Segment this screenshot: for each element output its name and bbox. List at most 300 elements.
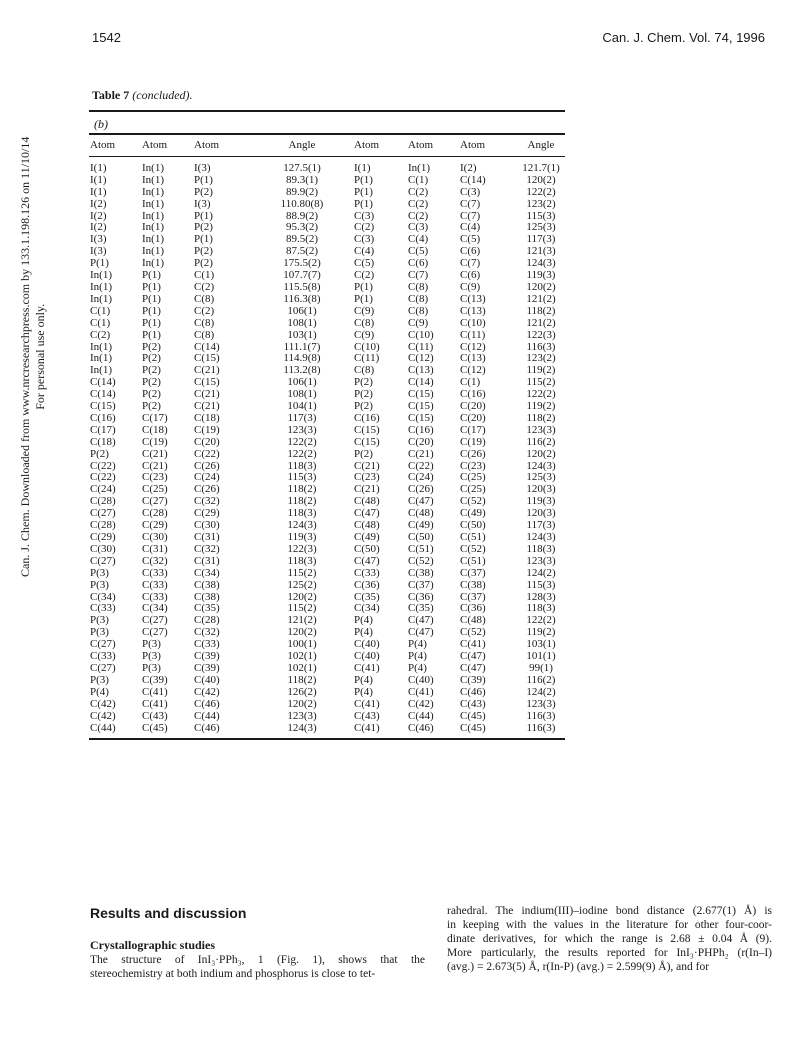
atom-cell: P(2) bbox=[194, 185, 213, 198]
atom-cell: C(48) bbox=[354, 495, 380, 508]
angle-cell: 128(3) bbox=[526, 590, 556, 603]
atom-cell: C(44) bbox=[194, 709, 220, 722]
angle-cell: 104(1) bbox=[287, 400, 317, 413]
atom-cell: C(2) bbox=[90, 328, 111, 341]
atom-cell: In(1) bbox=[142, 185, 164, 198]
atom-cell: C(3) bbox=[460, 185, 481, 198]
atom-cell: C(52) bbox=[460, 542, 486, 555]
body-line: The structure of InI₃·PPh₃, 1 (Fig. 1), shows that the bbox=[90, 954, 425, 966]
atom-cell: C(49) bbox=[408, 519, 434, 532]
atom-cell: P(1) bbox=[354, 280, 373, 293]
atom-cell: C(40) bbox=[354, 650, 380, 663]
atom-cell: C(48) bbox=[408, 507, 434, 520]
atom-cell: C(15) bbox=[90, 400, 116, 413]
atom-cell: C(43) bbox=[142, 709, 168, 722]
atom-cell: In(1) bbox=[142, 209, 164, 222]
subsection-heading: Crystallographic studies bbox=[90, 938, 216, 952]
atom-cell: C(41) bbox=[354, 721, 380, 734]
atom-cell: C(13) bbox=[408, 364, 434, 377]
atom-cell: C(13) bbox=[460, 292, 486, 305]
atom-cell: I(2) bbox=[90, 197, 107, 210]
atom-cell: C(26) bbox=[194, 483, 220, 496]
body-line: stereochemistry at both indium and phosphorus is close to tet- bbox=[90, 968, 376, 980]
atom-cell: P(3) bbox=[142, 661, 161, 674]
atom-cell: C(10) bbox=[408, 328, 434, 341]
atom-cell: C(47) bbox=[460, 650, 486, 663]
atom-cell: C(23) bbox=[354, 471, 380, 484]
atom-cell: C(47) bbox=[408, 614, 434, 627]
atom-cell: P(2) bbox=[354, 388, 373, 401]
atom-cell: C(28) bbox=[142, 507, 168, 520]
angle-cell: 102(1) bbox=[287, 650, 317, 663]
atom-cell: C(12) bbox=[408, 352, 434, 365]
atom-cell: P(1) bbox=[354, 185, 373, 198]
angle-cell: 119(2) bbox=[526, 364, 556, 377]
atom-cell: P(2) bbox=[354, 447, 373, 460]
atom-cell: C(34) bbox=[194, 566, 220, 579]
angle-cell: 118(3) bbox=[287, 554, 317, 567]
atom-cell: C(42) bbox=[90, 709, 116, 722]
atom-cell: P(2) bbox=[142, 400, 161, 413]
atom-cell: C(18) bbox=[194, 411, 220, 424]
atom-cell: C(2) bbox=[194, 280, 215, 293]
angle-cell: 122(2) bbox=[287, 435, 317, 448]
atom-cell: C(42) bbox=[408, 697, 434, 710]
table-part-label: (b) bbox=[94, 117, 108, 131]
atom-cell: In(1) bbox=[90, 269, 112, 282]
angle-cell: 115(3) bbox=[287, 471, 317, 484]
table-column-header-rule bbox=[89, 156, 565, 157]
atom-cell: C(15) bbox=[354, 435, 380, 448]
atom-cell: I(3) bbox=[90, 245, 107, 258]
table-row bbox=[89, 175, 565, 187]
angle-cell: 115(3) bbox=[526, 578, 556, 591]
atom-cell: C(17) bbox=[142, 411, 168, 424]
atom-cell: C(1) bbox=[194, 269, 215, 282]
angle-cell: 99(1) bbox=[529, 661, 553, 674]
atom-cell: C(2) bbox=[354, 269, 375, 282]
angle-cell: 124(2) bbox=[526, 685, 556, 698]
atom-cell: P(1) bbox=[354, 173, 373, 186]
atom-cell: C(39) bbox=[460, 673, 486, 686]
table-row bbox=[89, 294, 565, 306]
table-caption bbox=[92, 88, 193, 103]
table-row bbox=[89, 306, 565, 318]
angle-cell: 122(2) bbox=[526, 388, 556, 401]
atom-cell: P(2) bbox=[194, 221, 213, 234]
atom-cell: C(19) bbox=[194, 423, 220, 436]
column-header: Atom bbox=[90, 139, 116, 151]
atom-cell: C(38) bbox=[194, 590, 220, 603]
angle-cell: 125(3) bbox=[526, 221, 556, 234]
atom-cell: C(3) bbox=[354, 233, 375, 246]
atom-cell: C(40) bbox=[408, 673, 434, 686]
atom-cell: I(2) bbox=[90, 221, 107, 234]
atom-cell: C(21) bbox=[194, 400, 220, 413]
column-header: Angle bbox=[527, 139, 555, 151]
angle-cell: 122(2) bbox=[526, 185, 556, 198]
table-row bbox=[89, 199, 565, 211]
atom-cell: C(46) bbox=[460, 685, 486, 698]
atom-cell: C(6) bbox=[408, 257, 429, 270]
angle-cell: 115(2) bbox=[287, 602, 317, 615]
angle-cell: 120(2) bbox=[287, 626, 317, 639]
atom-cell: P(1) bbox=[194, 209, 213, 222]
atom-cell: C(7) bbox=[460, 209, 481, 222]
atom-cell: C(33) bbox=[194, 638, 220, 651]
angle-cell: 107.7(7) bbox=[283, 269, 321, 282]
atom-cell: P(1) bbox=[142, 280, 161, 293]
atom-cell: C(28) bbox=[90, 519, 116, 532]
atom-cell: In(1) bbox=[142, 161, 164, 174]
table-caption-note: (concluded). bbox=[132, 88, 193, 102]
atom-cell: C(1) bbox=[460, 376, 481, 389]
table-row bbox=[89, 425, 565, 437]
atom-cell: P(1) bbox=[142, 328, 161, 341]
atom-cell: C(4) bbox=[408, 233, 429, 246]
angle-cell: 119(3) bbox=[526, 269, 556, 282]
atom-cell: C(20) bbox=[408, 435, 434, 448]
angle-cell: 118(2) bbox=[526, 411, 556, 424]
atom-cell: C(36) bbox=[408, 590, 434, 603]
atom-cell: C(16) bbox=[460, 388, 486, 401]
atom-cell: P(4) bbox=[354, 614, 373, 627]
atom-cell: C(39) bbox=[194, 650, 220, 663]
atom-cell: C(33) bbox=[142, 566, 168, 579]
atom-cell: C(21) bbox=[354, 459, 380, 472]
atom-cell: C(2) bbox=[408, 197, 429, 210]
atom-cell: C(30) bbox=[194, 519, 220, 532]
download-watermark bbox=[14, 136, 66, 1035]
atom-cell: C(20) bbox=[460, 411, 486, 424]
angle-cell: 119(3) bbox=[287, 531, 317, 543]
atom-cell: C(46) bbox=[194, 721, 220, 734]
angle-cell: 119(3) bbox=[526, 495, 556, 508]
atom-cell: C(15) bbox=[194, 376, 220, 389]
angle-cell: 124(3) bbox=[287, 721, 317, 734]
angle-cell: 123(3) bbox=[526, 423, 556, 436]
atom-cell: C(4) bbox=[354, 245, 375, 258]
atom-cell: C(20) bbox=[194, 435, 220, 448]
atom-cell: P(2) bbox=[354, 376, 373, 389]
atom-cell: C(30) bbox=[90, 542, 116, 555]
atom-cell: C(16) bbox=[90, 411, 116, 424]
atom-cell: C(14) bbox=[460, 173, 486, 186]
atom-cell: P(4) bbox=[354, 626, 373, 639]
atom-cell: C(9) bbox=[408, 316, 429, 329]
angle-cell: 113.2(8) bbox=[283, 364, 321, 377]
atom-cell: C(24) bbox=[408, 471, 434, 484]
atom-cell: C(37) bbox=[408, 578, 434, 591]
atom-cell: P(1) bbox=[142, 316, 161, 329]
atom-cell: C(35) bbox=[354, 590, 380, 603]
journal-running-head: Can. J. Chem. Vol. 74, 1996 bbox=[602, 30, 765, 45]
atom-cell: C(10) bbox=[354, 340, 380, 353]
column-header: Atom bbox=[194, 139, 220, 151]
atom-cell: C(35) bbox=[408, 602, 434, 615]
table-header-row bbox=[89, 140, 565, 156]
atom-cell: C(43) bbox=[460, 697, 486, 710]
atom-cell: P(2) bbox=[142, 340, 161, 353]
atom-cell: C(16) bbox=[408, 423, 434, 436]
atom-cell: C(36) bbox=[354, 578, 380, 591]
atom-cell: C(41) bbox=[354, 697, 380, 710]
table-row bbox=[89, 156, 565, 175]
atom-cell: C(41) bbox=[142, 685, 168, 698]
angle-cell: 121(3) bbox=[526, 245, 556, 258]
atom-cell: C(18) bbox=[90, 435, 116, 448]
angle-cell: 118(2) bbox=[287, 495, 317, 508]
atom-cell: C(26) bbox=[408, 483, 434, 496]
watermark-download-line: Can. J. Chem. Downloaded from www.nrcresearchpress.com by 133.1.198.126 on 11/10/14 bbox=[18, 136, 32, 577]
angle-cell: 121(2) bbox=[526, 292, 556, 305]
section-heading: Results and discussion bbox=[90, 905, 247, 921]
atom-cell: C(9) bbox=[354, 328, 375, 341]
angle-cell: 124(3) bbox=[287, 519, 317, 532]
atom-cell: I(1) bbox=[90, 161, 107, 174]
table-row bbox=[89, 711, 565, 723]
atom-cell: C(8) bbox=[194, 328, 215, 341]
atom-cell: C(21) bbox=[194, 364, 220, 377]
table-top-rule bbox=[89, 110, 565, 112]
angle-cell: 125(3) bbox=[526, 471, 556, 484]
angle-cell: 120(2) bbox=[287, 697, 317, 710]
atom-cell: P(2) bbox=[142, 388, 161, 401]
atom-cell: C(40) bbox=[354, 638, 380, 651]
atom-cell: C(3) bbox=[354, 209, 375, 222]
atom-cell: C(44) bbox=[90, 721, 116, 734]
atom-cell: C(31) bbox=[194, 554, 220, 567]
body-line: dinate derivatives, for which the range is 2.68 ± 0.04 Å (9). bbox=[447, 933, 772, 945]
atom-cell: C(19) bbox=[460, 435, 486, 448]
atom-cell: C(33) bbox=[142, 578, 168, 591]
atom-cell: C(36) bbox=[460, 602, 486, 615]
atom-cell: I(1) bbox=[90, 173, 107, 186]
page-number: 1542 bbox=[92, 30, 121, 45]
atom-cell: C(19) bbox=[142, 435, 168, 448]
angle-cell: 126(2) bbox=[287, 685, 317, 698]
angle-cell: 116(3) bbox=[526, 709, 556, 722]
atom-cell: P(3) bbox=[90, 566, 109, 579]
atom-cell: P(2) bbox=[194, 245, 213, 258]
angle-cell: 110.80(8) bbox=[280, 197, 324, 210]
atom-cell: C(9) bbox=[460, 280, 481, 293]
atom-cell: P(1) bbox=[354, 292, 373, 305]
atom-cell: C(47) bbox=[354, 554, 380, 567]
atom-cell: In(1) bbox=[90, 364, 112, 377]
atom-cell: C(2) bbox=[408, 185, 429, 198]
angle-cell: 89.5(2) bbox=[285, 233, 319, 246]
angle-cell: 115(2) bbox=[526, 376, 556, 389]
atom-cell: C(47) bbox=[408, 495, 434, 508]
angle-cell: 115(3) bbox=[526, 209, 556, 222]
atom-cell: P(1) bbox=[142, 292, 161, 305]
angle-cell: 120(2) bbox=[526, 173, 556, 186]
atom-cell: C(25) bbox=[460, 483, 486, 496]
atom-cell: C(24) bbox=[90, 483, 116, 496]
atom-cell: C(14) bbox=[194, 340, 220, 353]
atom-cell: C(27) bbox=[142, 626, 168, 639]
atom-cell: C(42) bbox=[194, 685, 220, 698]
atom-cell: C(50) bbox=[354, 542, 380, 555]
table-row bbox=[89, 699, 565, 711]
atom-cell: C(28) bbox=[194, 614, 220, 627]
atom-cell: C(5) bbox=[408, 245, 429, 258]
angle-cell: 117(3) bbox=[526, 519, 556, 532]
angle-cell: 115.5(8) bbox=[283, 280, 321, 293]
body-line: in keeping with the values in the literature for other four-coor- bbox=[447, 919, 772, 931]
angle-cell: 115(2) bbox=[287, 566, 317, 579]
atom-cell: C(15) bbox=[354, 423, 380, 436]
angle-cell: 108(1) bbox=[287, 316, 317, 329]
right-column-text bbox=[447, 904, 772, 974]
atom-cell: C(7) bbox=[460, 197, 481, 210]
body-line: rahedral. The indium(III)–iodine bond distance (2.677(1) Å) is bbox=[447, 905, 772, 917]
table-row bbox=[89, 437, 565, 449]
angle-cell: 120(3) bbox=[526, 483, 556, 496]
atom-cell: P(2) bbox=[142, 364, 161, 377]
angle-cell: 120(2) bbox=[526, 280, 556, 293]
atom-cell: P(4) bbox=[408, 638, 427, 651]
atom-cell: C(50) bbox=[408, 531, 434, 543]
atom-cell: C(27) bbox=[90, 554, 116, 567]
table-row bbox=[89, 330, 565, 342]
atom-cell: P(2) bbox=[142, 352, 161, 365]
angle-cell: 116(3) bbox=[526, 340, 556, 353]
angle-cell: 102(1) bbox=[287, 661, 317, 674]
atom-cell: P(4) bbox=[354, 685, 373, 698]
angle-cell: 124(3) bbox=[526, 459, 556, 472]
atom-cell: In(1) bbox=[142, 257, 164, 270]
angle-cell: 120(2) bbox=[287, 590, 317, 603]
atom-cell: P(1) bbox=[354, 197, 373, 210]
atom-cell: C(2) bbox=[194, 304, 215, 317]
column-header: Atom bbox=[408, 139, 434, 151]
atom-cell: C(21) bbox=[142, 447, 168, 460]
atom-cell: C(51) bbox=[460, 531, 486, 543]
angle-cell: 120(3) bbox=[526, 507, 556, 520]
atom-cell: C(14) bbox=[90, 388, 116, 401]
atom-cell: C(21) bbox=[354, 483, 380, 496]
atom-cell: C(21) bbox=[194, 388, 220, 401]
atom-cell: P(2) bbox=[90, 447, 109, 460]
atom-cell: C(34) bbox=[142, 602, 168, 615]
atom-cell: C(37) bbox=[460, 590, 486, 603]
atom-cell: C(8) bbox=[408, 292, 429, 305]
table-row bbox=[89, 580, 565, 592]
atom-cell: C(12) bbox=[460, 340, 486, 353]
atom-cell: C(29) bbox=[142, 519, 168, 532]
angle-cell: 125(2) bbox=[287, 578, 317, 591]
atom-cell: C(28) bbox=[90, 495, 116, 508]
atom-cell: C(23) bbox=[460, 459, 486, 472]
atom-cell: C(52) bbox=[408, 554, 434, 567]
atom-cell: C(29) bbox=[90, 531, 116, 543]
angle-cell: 117(3) bbox=[526, 233, 556, 246]
atom-cell: C(33) bbox=[142, 590, 168, 603]
atom-cell: C(7) bbox=[460, 257, 481, 270]
table-row bbox=[89, 723, 565, 735]
atom-cell: P(2) bbox=[194, 257, 213, 270]
atom-cell: C(39) bbox=[142, 673, 168, 686]
atom-cell: C(22) bbox=[90, 471, 116, 484]
angle-cell: 122(2) bbox=[526, 614, 556, 627]
atom-cell: C(51) bbox=[408, 542, 434, 555]
angle-cell: 123(3) bbox=[287, 709, 317, 722]
atom-cell: C(20) bbox=[460, 400, 486, 413]
column-header: Atom bbox=[354, 139, 380, 151]
atom-cell: P(2) bbox=[354, 400, 373, 413]
left-column-text bbox=[90, 953, 425, 981]
atom-cell: C(45) bbox=[142, 721, 168, 734]
atom-cell: C(17) bbox=[90, 423, 116, 436]
atom-cell: In(1) bbox=[90, 280, 112, 293]
atom-cell: C(49) bbox=[354, 531, 380, 543]
atom-cell: C(2) bbox=[354, 221, 375, 234]
atom-cell: P(4) bbox=[354, 673, 373, 686]
body-line: (avg.) = 2.673(5) Å, r(In-P) (avg.) = 2.599(9) Å), and for bbox=[447, 961, 710, 973]
atom-cell: C(13) bbox=[460, 304, 486, 317]
atom-cell: C(47) bbox=[354, 507, 380, 520]
atom-cell: C(24) bbox=[194, 471, 220, 484]
atom-cell: C(52) bbox=[460, 626, 486, 639]
table-row bbox=[89, 556, 565, 568]
angle-cell: 118(3) bbox=[526, 542, 556, 555]
angle-cell: 103(1) bbox=[526, 638, 556, 651]
atom-cell: C(22) bbox=[408, 459, 434, 472]
atom-cell: P(3) bbox=[90, 614, 109, 627]
atom-cell: C(34) bbox=[354, 602, 380, 615]
atom-cell: C(48) bbox=[460, 614, 486, 627]
atom-cell: C(41) bbox=[142, 697, 168, 710]
atom-cell: C(8) bbox=[408, 304, 429, 317]
angle-cell: 121(2) bbox=[526, 316, 556, 329]
column-header: Angle bbox=[288, 139, 316, 151]
atom-cell: C(34) bbox=[90, 590, 116, 603]
atom-cell: C(43) bbox=[354, 709, 380, 722]
angle-cell: 108(1) bbox=[287, 388, 317, 401]
table-row bbox=[89, 568, 565, 580]
angle-cell: 106(1) bbox=[287, 304, 317, 317]
angle-cell: 101(1) bbox=[526, 650, 556, 663]
bond-angle-table bbox=[89, 140, 565, 734]
angle-cell: 118(2) bbox=[287, 673, 317, 686]
atom-cell: C(33) bbox=[90, 602, 116, 615]
atom-cell: In(1) bbox=[90, 352, 112, 365]
angle-cell: 121(2) bbox=[287, 614, 317, 627]
atom-cell: P(1) bbox=[90, 257, 109, 270]
atom-cell: C(15) bbox=[408, 400, 434, 413]
atom-cell: C(25) bbox=[460, 471, 486, 484]
atom-cell: C(45) bbox=[460, 721, 486, 734]
atom-cell: P(1) bbox=[194, 173, 213, 186]
atom-cell: In(1) bbox=[142, 233, 164, 246]
angle-cell: 124(2) bbox=[526, 566, 556, 579]
atom-cell: C(29) bbox=[194, 507, 220, 520]
atom-cell: C(26) bbox=[194, 459, 220, 472]
atom-cell: C(15) bbox=[408, 411, 434, 424]
atom-cell: P(4) bbox=[408, 650, 427, 663]
atom-cell: C(51) bbox=[460, 554, 486, 567]
angle-cell: 123(3) bbox=[526, 554, 556, 567]
atom-cell: C(26) bbox=[460, 447, 486, 460]
atom-cell: C(47) bbox=[460, 661, 486, 674]
atom-cell: C(49) bbox=[460, 507, 486, 520]
atom-cell: C(44) bbox=[408, 709, 434, 722]
atom-cell: C(27) bbox=[142, 614, 168, 627]
angle-cell: 95.3(2) bbox=[285, 221, 319, 234]
atom-cell: C(10) bbox=[460, 316, 486, 329]
